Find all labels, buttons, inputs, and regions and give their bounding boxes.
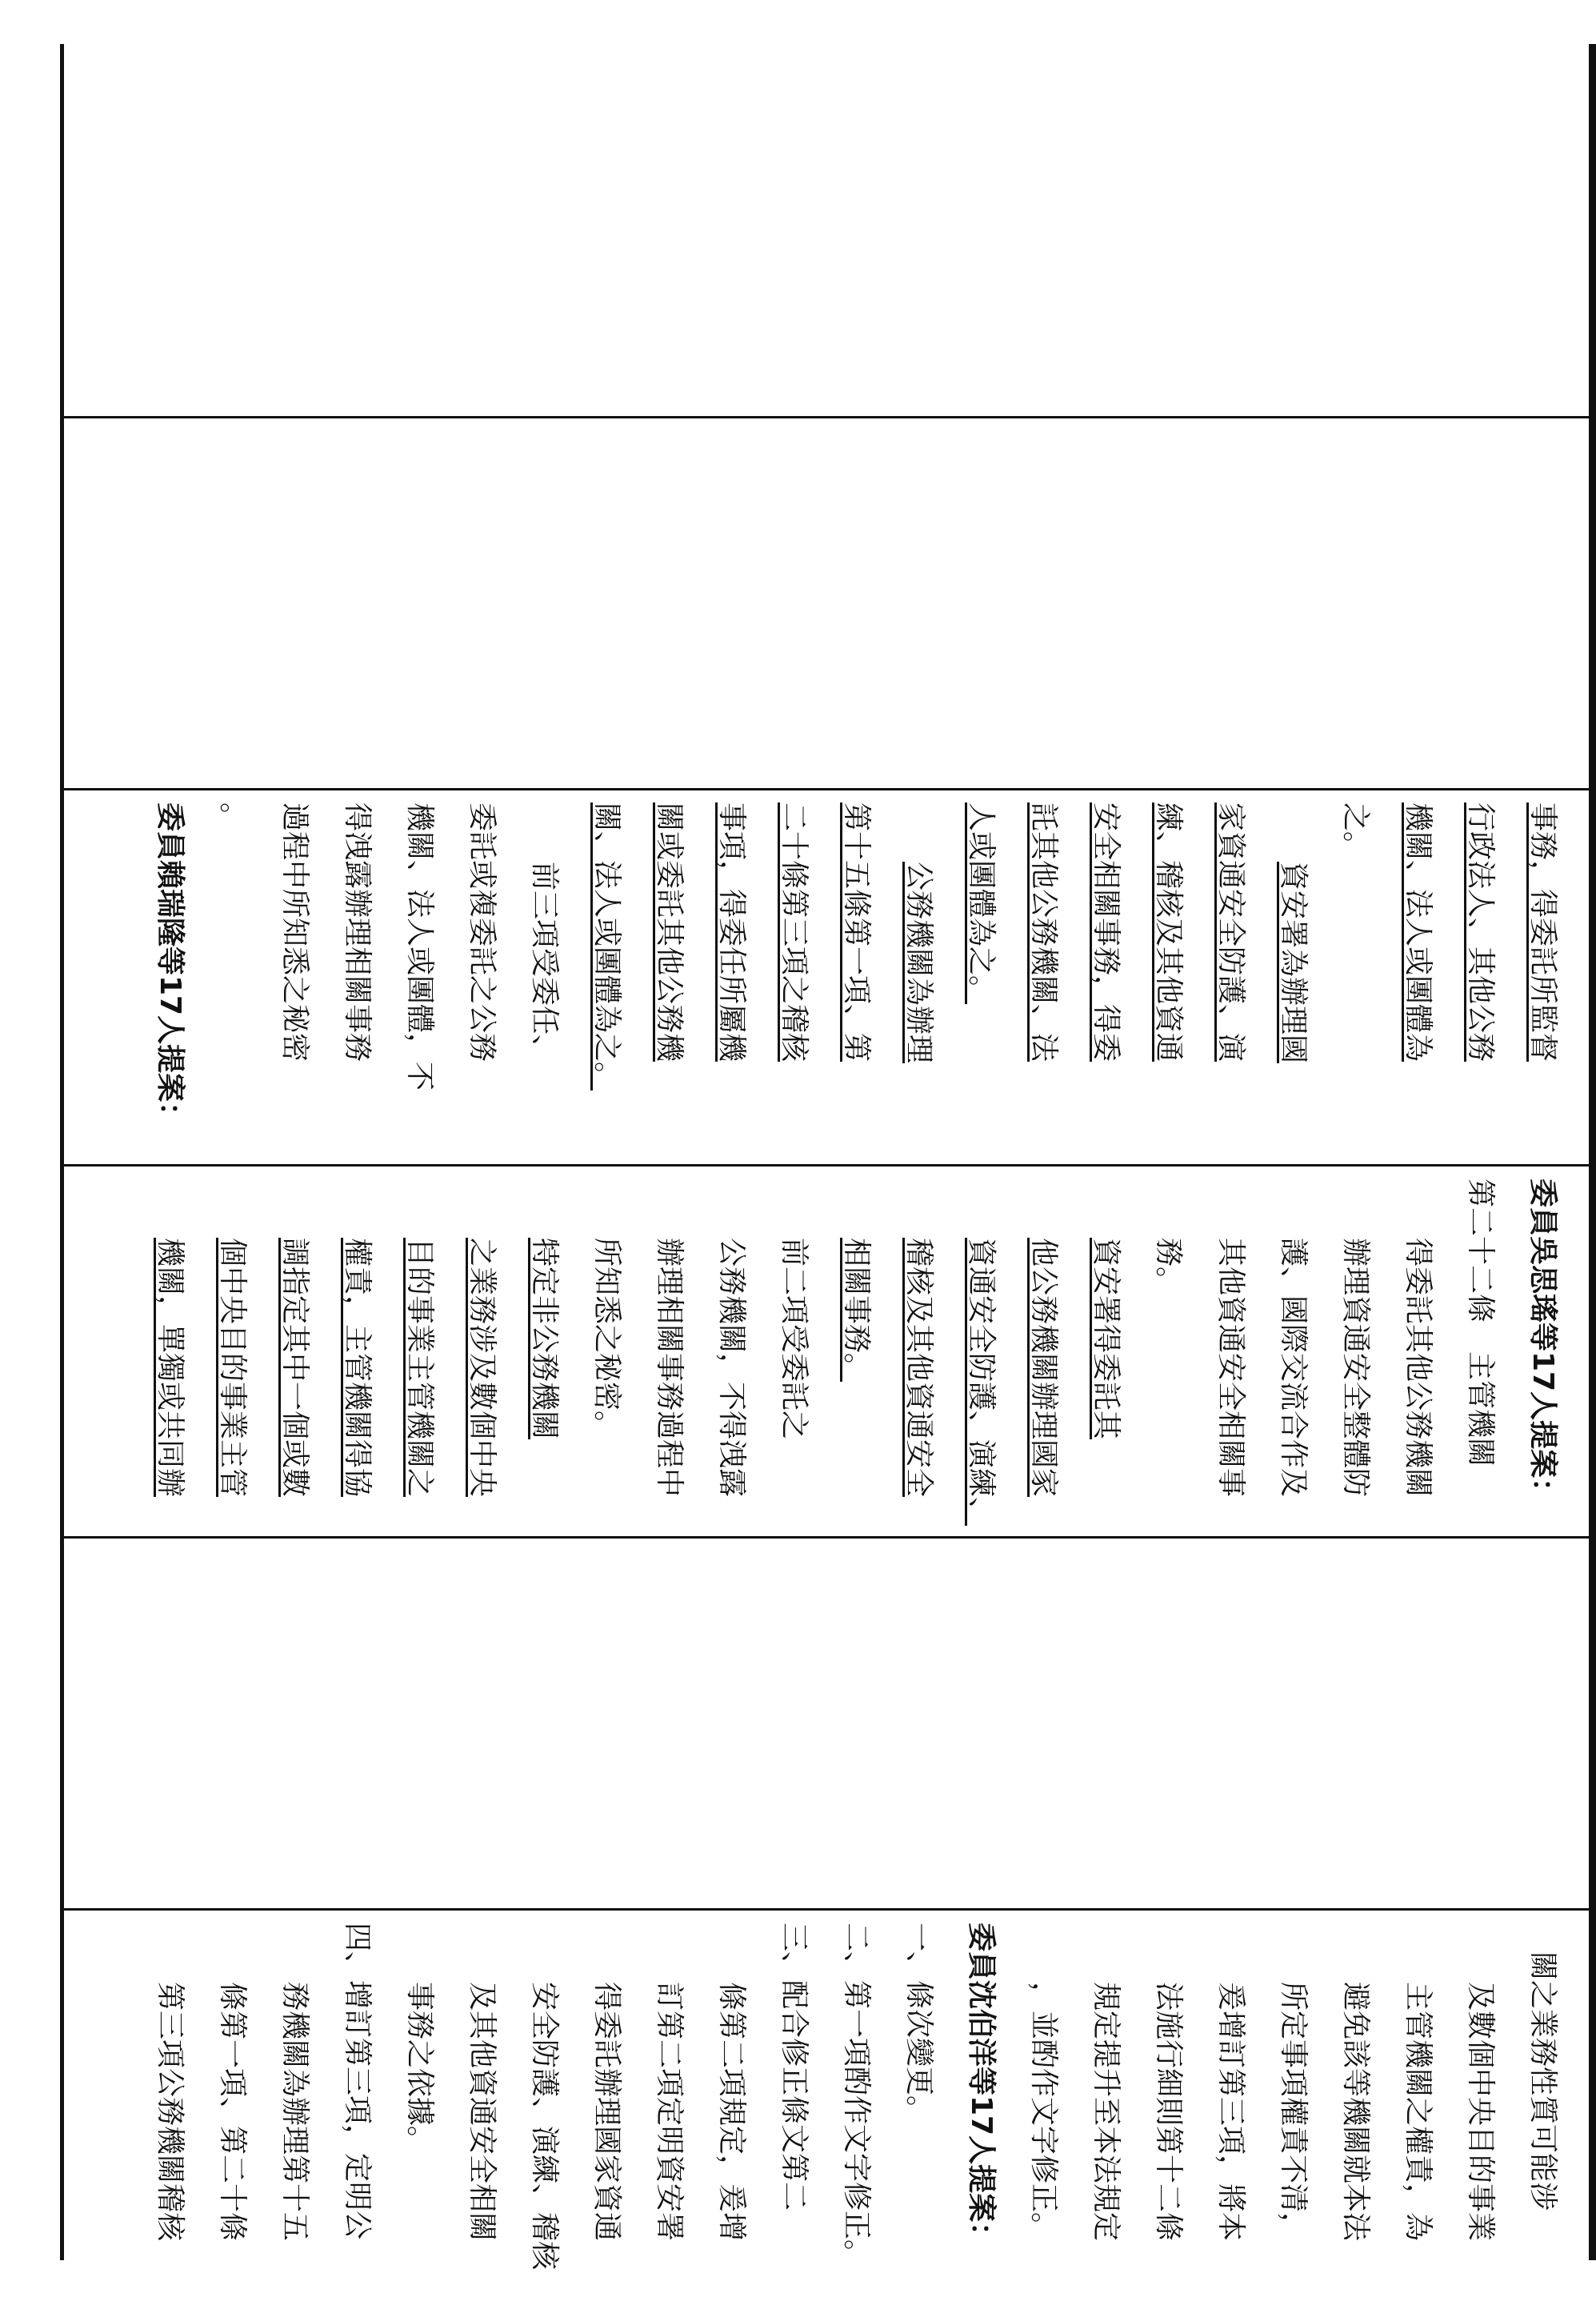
text-line: 第二十二條 主管機關	[1464, 1179, 1497, 1467]
text-line: 事項，得委任所屬機	[715, 802, 748, 1062]
text-line: 練、稽核及其他資通	[1152, 802, 1185, 1062]
text-line: 及其他資通安全相關	[466, 1982, 498, 2242]
text-line: 得委託辦理國家資通	[590, 1982, 623, 2242]
text-line: 爰增訂第三項，將本	[1214, 1982, 1247, 2242]
proposal-heading: 委員賴瑞隆等17人提案：	[154, 802, 186, 1131]
text-line: 關之業務性質可能涉	[1526, 1951, 1559, 2211]
text-line: 條第二項規定，爰增	[715, 1982, 748, 2242]
text-line: 規定提升至本法規定	[1090, 1982, 1122, 2242]
column-divider	[64, 788, 1589, 790]
text-line: 第十五條第一項、第	[840, 802, 873, 1062]
text-line: 委託或複委託之公務	[466, 802, 498, 1062]
text-line: 託其他公務機關、法	[1027, 802, 1060, 1062]
text-line: 之業務涉及數個中央	[466, 1238, 498, 1498]
text-line: 目的事業主管機關之	[403, 1238, 436, 1498]
text-line: 四、增訂第三項，定明公	[341, 1923, 374, 2240]
text-line: 得洩露辦理相關事務	[341, 802, 374, 1062]
top-rule	[1589, 44, 1596, 2260]
text-line: 機關、法人或團體為	[1402, 802, 1434, 1062]
text-line: 。	[216, 802, 249, 832]
text-line: 及數個中央目的事業	[1464, 1982, 1497, 2242]
text-line: 條第一項、第二十條	[216, 1982, 249, 2242]
column-divider	[64, 1908, 1589, 1911]
text-line: 前二項受委託之	[778, 1238, 810, 1440]
text-line: 法施行細則第十二條	[1152, 1982, 1185, 2242]
text-line: 辦理資通安全整體防	[1339, 1238, 1372, 1498]
text-line: 一、條次變更。	[902, 1923, 935, 2125]
text-line: 二十條第三項之稽核	[778, 802, 810, 1062]
text-line: 二、第一項酌作文字修正。	[840, 1923, 873, 2269]
text-line: 稽核及其他資通安全	[902, 1238, 935, 1498]
text-line: 相關事務。	[840, 1238, 873, 1383]
text-line: 務機關為辦理第十五	[278, 1982, 311, 2242]
text-column-2	[138, 1179, 1574, 1547]
text-line: 機關，單獨或共同辦	[154, 1238, 186, 1498]
bottom-rule	[60, 44, 64, 2260]
text-line: 關或委託其他公務機	[653, 802, 686, 1062]
text-line: 得委託其他公務機關	[1402, 1238, 1434, 1498]
text-line: 他公務機關辦理國家	[1027, 1238, 1060, 1498]
text-line: 避免該等機關就本法	[1339, 1982, 1372, 2242]
text-line: 權責，主管機關得協	[341, 1238, 374, 1498]
text-line: 資安署為辦理國	[1277, 862, 1310, 1064]
text-line: 機關、法人或團體，不	[403, 802, 436, 1091]
text-line: 主管機關之權責，為	[1402, 1982, 1434, 2242]
text-line: 事務，得委託所監督	[1526, 802, 1559, 1062]
proposal-heading: 委員吳思瑤等17人提案：	[1526, 1179, 1559, 1507]
text-line: 資安署得委託其	[1090, 1238, 1122, 1440]
text-line: 資通安全防護、演練、	[965, 1238, 998, 1527]
text-line: 訂第二項定明資安署	[653, 1982, 686, 2242]
text-line: 個中央目的事業主管	[216, 1238, 249, 1498]
text-line: 關、法人或團體為之。	[590, 802, 623, 1091]
text-line: 護、國際交流合作及	[1277, 1238, 1310, 1498]
text-line: 其他資通安全相關事	[1214, 1238, 1247, 1498]
text-line: 辦理相關事務過程中	[653, 1238, 686, 1498]
text-line: 行政法人、其他公務	[1464, 802, 1497, 1062]
text-line: 公務機關，不得洩露	[715, 1238, 748, 1498]
text-line: 公務機關為辦理	[902, 862, 935, 1064]
text-line: 第三項公務機關稽核	[154, 1982, 186, 2242]
text-line: 所知悉之秘密。	[590, 1238, 623, 1440]
text-column-3	[138, 1923, 1574, 2291]
text-line: 家資通安全防護、演	[1214, 802, 1247, 1062]
text-column-1	[138, 802, 1574, 1171]
text-line: 人或團體為之。	[965, 802, 998, 1005]
text-line: 事務之依據。	[403, 1982, 436, 2155]
text-line: 務。	[1152, 1238, 1185, 1296]
text-line: 安全相關事務，得委	[1090, 802, 1122, 1062]
text-line: 之。	[1339, 802, 1372, 861]
text-line: 過程中所知悉之秘密	[278, 802, 311, 1062]
text-line: 特定非公務機關	[528, 1238, 561, 1440]
text-line: 前三項受委任、	[528, 862, 561, 1064]
proposal-heading: 委員沈伯洋等17人提案：	[965, 1923, 998, 2251]
text-line: 所定事項權責不清，	[1277, 1982, 1310, 2242]
text-line: ，並酌作文字修正。	[1027, 1982, 1060, 2242]
column-divider	[64, 416, 1589, 418]
text-line: 調指定其中一個或數	[278, 1238, 311, 1498]
text-line: 安全防護、演練、稽核	[528, 1982, 561, 2271]
text-line: 三、配合修正條文第二	[778, 1923, 810, 2211]
